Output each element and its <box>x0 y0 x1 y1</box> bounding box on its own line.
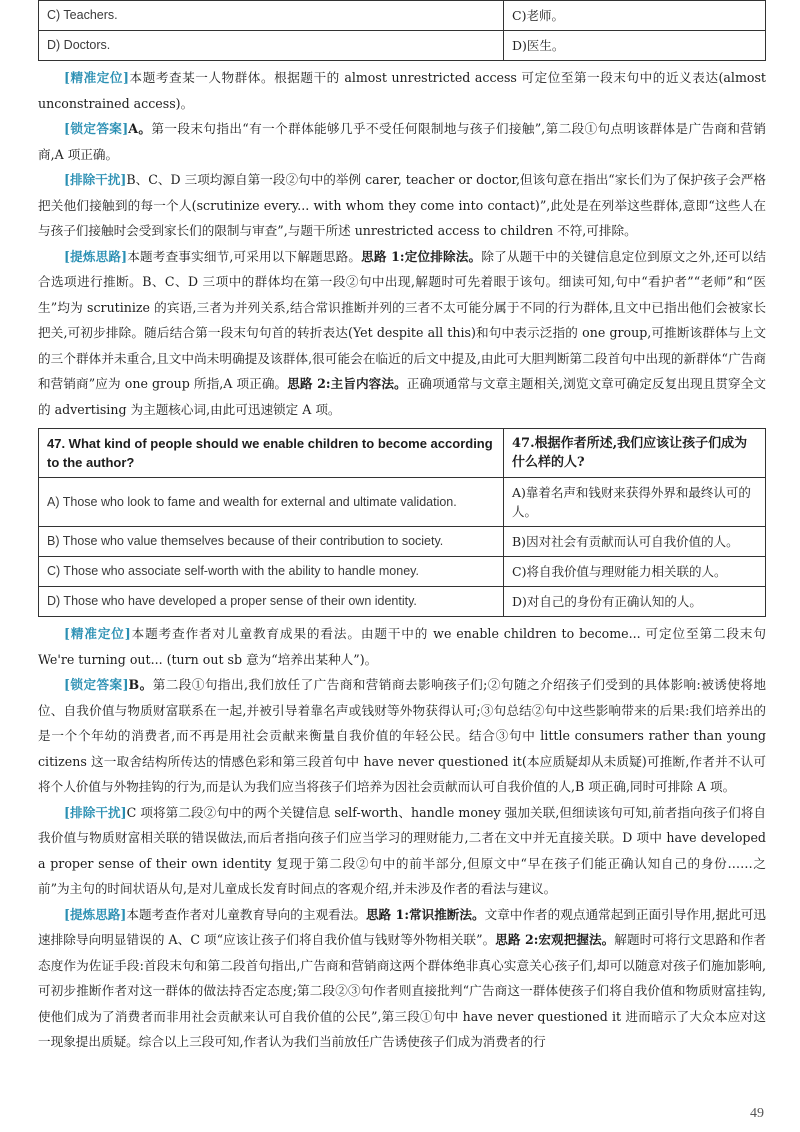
analysis-paragraph <box>38 902 766 1055</box>
option-cn: A)靠着名声和钱财来获得外界和最终认可的人。 <box>504 478 766 527</box>
table-row <box>39 429 766 478</box>
analysis-paragraph <box>38 621 766 672</box>
eliminate-tag: [排除干扰] <box>64 172 127 187</box>
paragraph-text: 第一段末句指出“有一个群体能够几乎不受任何限制地与孩子们接触”,第二段①句点明该群体是广告商和营销商,A 项正确。 <box>38 121 766 162</box>
answer-tag: [锁定答案] <box>64 121 129 136</box>
option-en: B) Those who value themselves because of their contribution to society. <box>39 527 504 557</box>
paragraph-text: 本题考查作者对儿童教育成果的看法。由题干中的 we enable children to become... 可定位至第二段末句 We're turning out... (turn out sb 意为“培养出某种人”)。 <box>38 626 766 667</box>
approach-heading: 思路 1:定位排除法。 <box>361 248 482 264</box>
eliminate-tag: [排除干扰] <box>64 804 127 820</box>
page-content <box>38 0 766 1055</box>
q46-options-table <box>38 0 766 61</box>
option-cn: B)因对社会有贡献而认可自我价值的人。 <box>504 527 766 557</box>
option-cn: C)老师。 <box>504 1 766 31</box>
option-en: C) Teachers. <box>39 1 504 31</box>
approach-tag: [提炼思路] <box>64 248 128 264</box>
approach-heading: 思路 2:宏观把握法。 <box>495 932 615 947</box>
table-row <box>39 557 766 587</box>
option-en: A) Those who look to fame and wealth for external and ultimate validation. <box>39 478 504 527</box>
paragraph-text: 文章中作者的观点通常起到正面引导作用,据此可迅速排除导向明显错误的 A、C 项“应该让孩子们将自我价值与钱财等外物相关联”。 <box>38 906 766 947</box>
analysis-paragraph <box>38 116 766 167</box>
option-cn: D)对自己的身份有正确认知的人。 <box>504 587 766 617</box>
option-en: D) Doctors. <box>39 31 504 61</box>
analysis-paragraph <box>38 167 766 244</box>
answer-letter: B。 <box>128 677 153 692</box>
option-cn: C)将自我价值与理财能力相关联的人。 <box>504 557 766 587</box>
approach-heading: 思路 2:主旨内容法。 <box>287 376 407 391</box>
approach-tag: [提炼思路] <box>64 906 127 922</box>
paragraph-text: 本题考查作者对儿童教育导向的主观看法。 <box>126 906 366 922</box>
paragraph-text: B、C、D 三项均源自第一段②句中的举例 carer, teacher or doctor,但该句意在指出“家长们为了保护孩子会严格把关他们接触到的每一个人(scrutinize every... with whom they come into contact)”,此处是在列举这些群体,意即“这些人在与孩子们接触时会受到家长们的限制与审查”,与题干所述 unrestricted access to children 不符,可排除。 <box>38 172 767 238</box>
answer-letter: A。 <box>128 121 152 136</box>
table-row <box>39 1 766 31</box>
paragraph-text: C 项将第二段②句中的两个关键信息 self-worth、handle money 强加关联,但细读该句可知,前者指向孩子们将自我价值与物质财富相关联的错误做法,而后者指向孩子们应当学习的理财能力,二者在文中并无直接关联。D 项中 have developed a proper sense of their own identity 复现于第二段②句中的前半部分,但原文中“早在孩子们能正确认知自己的身份……之前”为主句的时间状语从句,是对儿童成长发育时间点的客观介绍,并未涉及作者的看法与建议。 <box>38 804 766 896</box>
precise-location-tag: [精准定位] <box>64 626 131 641</box>
precise-location-tag: [精准定位] <box>64 70 130 85</box>
question-en: 47. What kind of people should we enable children to become according to the author? <box>39 429 504 478</box>
answer-tag: [锁定答案] <box>64 677 129 692</box>
paragraph-text: 除了从题干中的关键信息定位到原文之外,还可以结合选项进行推断。B、C、D 三项中的群体均在第一段②句中出现,解题时可先着眼于该句。细读可知,句中“看护者”“老师”和“医生”均为 scrutinize 的宾语,三者为并列关系,结合常识推断并列的三者不太可能分属于不同的行为群体,且文中已指出他们会被家长把关,可初步排除。随后结合第一段末句句首的转折表达(Yet despite all this)和句中表示泛指的 one group,可推断该群体与上文的三个群体并未重合,且文中尚未明确提及该群体,很可能会在临近的后文中提及,由此可大胆判断第二段首句中出现的新群体“广告商和营销商”应为 one group 所指,A 项正确。 <box>38 248 766 391</box>
analysis-paragraph <box>38 672 766 800</box>
page-number: 49 <box>750 1106 764 1121</box>
paragraph-text: 解题时可将行文思路和作者态度作为佐证手段:首段末句和第二段首句指出,广告商和营销商这两个群体绝非真心实意关心孩子们,却可以随意对孩子们施加影响,可初步推断作者对这一群体的做法持否定态度;第二段②③句作者则直接批判“广告商这一群体使孩子们将自我价值和物质财富挂钩,使他们成为了消费者而非用社会贡献来认可自我价值的公民”,第三段①句中 have never questioned it 进而暗示了大众本应对这一现象提出质疑。综合以上三段可知,作者认为我们当前放任广告诱使孩子们成为消费者的行 <box>38 932 767 1049</box>
option-cn: D)医生。 <box>504 31 766 61</box>
analysis-paragraph <box>38 244 766 423</box>
approach-heading: 思路 1:常识推断法。 <box>365 906 485 922</box>
table-row <box>39 478 766 527</box>
q47-analysis <box>38 621 766 1055</box>
table-row <box>39 31 766 61</box>
question-cn: 47.根据作者所述,我们应该让孩子们成为什么样的人? <box>504 429 766 478</box>
option-en: D) Those who have developed a proper sense of their own identity. <box>39 587 504 617</box>
option-en: C) Those who associate self-worth with the ability to handle money. <box>39 557 504 587</box>
q47-question-table <box>38 428 766 617</box>
table-row <box>39 587 766 617</box>
paragraph-text: 本题考查某一人物群体。根据题干的 almost unrestricted access 可定位至第一段末句中的近义表达(almost unconstrained access)。 <box>38 70 766 111</box>
paragraph-text: 第二段①句指出,我们放任了广告商和营销商去影响孩子们;②句随之介绍孩子们受到的具体影响:被诱使将地位、自我价值与物质财富联系在一起,并被引导着靠名声或钱财等外物获得认可;③句总结②句中这些影响带来的后果:我们培养出的是一个个年幼的消费者,而不再是用社会贡献来衡量自我价值的年轻公民。结合③句中 little consumers rather than young citizens 这一取舍结构所传达的情感色彩和第三段首句中 have never questioned it(本应质疑却从未质疑)可推断,作者并不认可将个人价值与外物挂钩的行为,而是认为我们应当将孩子们培养为因社会贡献而认可自我价值的人,B 项正确,同时可排除 A 项。 <box>38 677 766 794</box>
q46-analysis <box>38 65 766 422</box>
analysis-paragraph <box>38 800 766 902</box>
paragraph-text: 正确项通常与文章主题相关,浏览文章可确定反复出现且贯穿全文的 advertising 为主题核心词,由此可迅速锁定 A 项。 <box>38 376 766 417</box>
table-row <box>39 527 766 557</box>
analysis-paragraph <box>38 65 766 116</box>
paragraph-text: 本题考查事实细节,可采用以下解题思路。 <box>127 248 362 264</box>
